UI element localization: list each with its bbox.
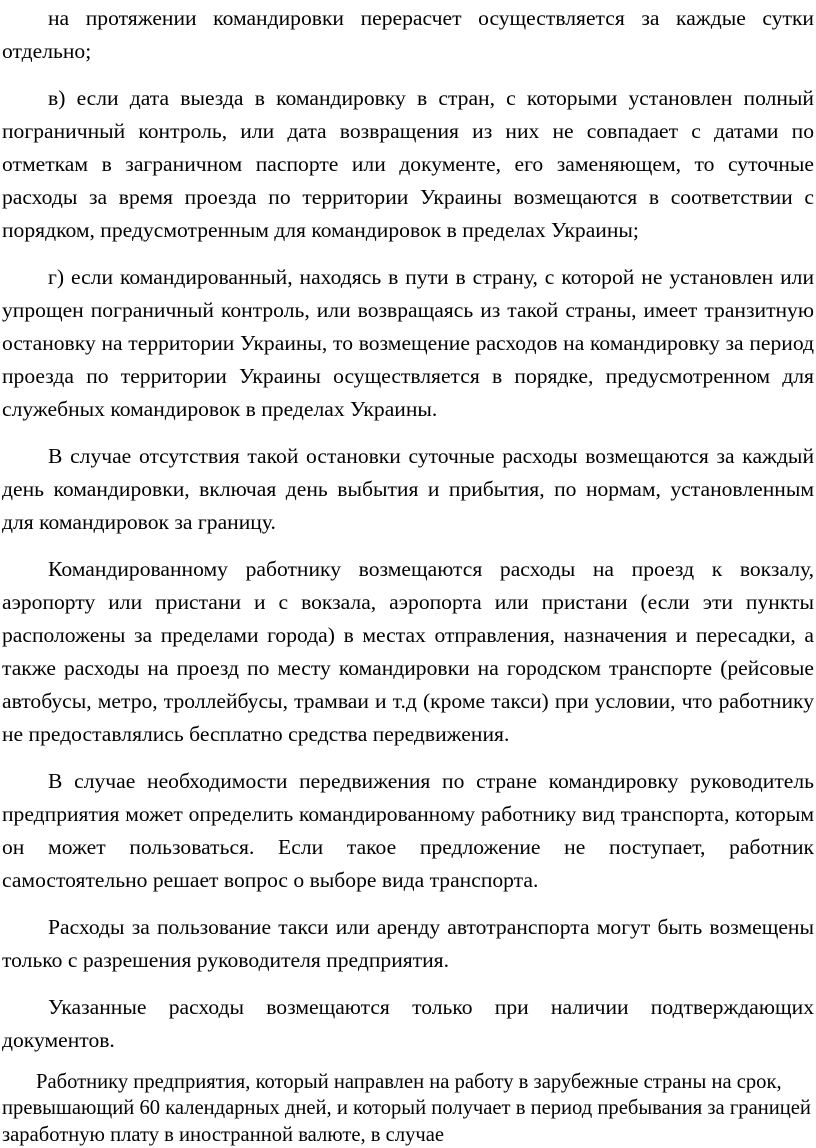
paragraph-continuation: на протяжении командировки перерасчет осуществляется за каждые сутки отдельно;	[2, 6, 814, 63]
paragraph-item-g: г) если командированный, находясь в пути в страну, с которой не установлен или упрощен пограничный контроль, или возвращаясь из такой страны, имеет транзитную остановку на территории Украины, то возмещение расходов на командировку за период проезда по территории Украины осуществляется в порядке, предусмотренном для служебных командировок в пределах Украины.	[2, 265, 814, 421]
paragraph-no-stop: В случае отсутствия такой остановки суточные расходы возмещаются за каждый день командировки, включая день выбытия и прибытия, по нормам, установленным для командировок за границу.	[2, 444, 814, 534]
paragraph-transport-choice: В случае необходимости передвижения по стране командировку руководитель предприятия может определить командированному работнику вид транспорта, которым он может пользоваться. Если такое предложение не поступает, работник самостоятельно решает вопрос о выборе вида транспорта.	[2, 769, 814, 892]
paragraph-item-v: в) если дата выезда в командировку в стран, с которыми установлен полный пограничный контроль, или дата возвращения из них не совпадает с датами по отметкам в заграничном паспорте или документе, его заменяющем, то суточные расходы за время проезда по территории Украины возмещаются в соответствии с порядком, предусмотренным для командировок в пределах Украины;	[2, 86, 814, 242]
paragraph-taxi: Расходы за пользование такси или аренду автотранспорта могут быть возмещены только с разрешения руководителя предприятия.	[2, 915, 814, 972]
paragraph-transport-expenses: Командированному работнику возмещаются расходы на проезд к вокзалу, аэропорту или пристани и с вокзала, аэропорта или пристани (если эти пункты расположены за пределами города) в местах отправления, назначения и пересадки, а также расходы на проезд по месту командировки на городском транспорте (рейсовые автобусы, метро, троллейбусы, трамваи и т.д (кроме такси) при условии, что работнику не предоставлялись бесплатно средства передвижения.	[2, 557, 814, 746]
paragraph-documents: Указанные расходы возмещаются только при наличии подтверждающих документов.	[2, 995, 814, 1052]
paragraph-foreign-work: Работнику предприятия, который направлен на работу в зарубежные страны на срок, превышающий 60 календарных дней, и который получает в период пребывания за границей заработную плату в иностранной валюте, в случае	[2, 1071, 811, 1146]
